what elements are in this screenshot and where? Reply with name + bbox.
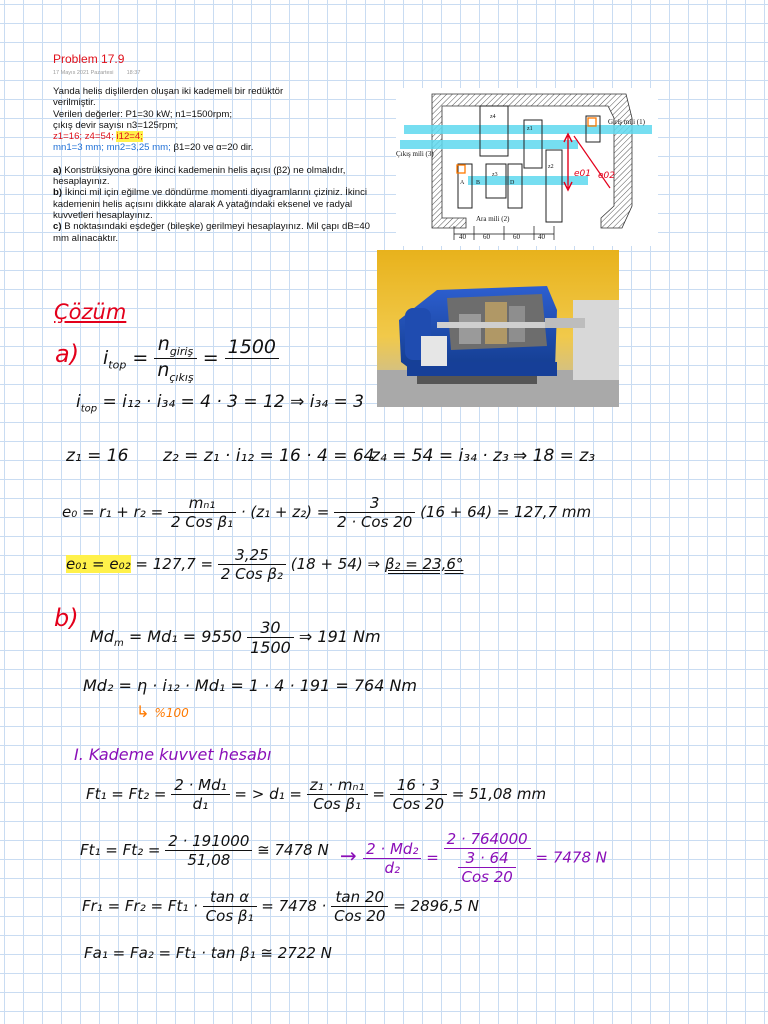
eq-den: Cos β₁	[313, 795, 362, 813]
eq-den: 51,08	[187, 851, 231, 869]
equation-tangential-check: → $\frac{\text{2 · Md₂}}{\text{d₂}}$ = $\frac{2 \cdot 764000}{\frac{3 \cdot 64}{\text{Cos 20}}}$ = 7478 N	[340, 830, 607, 886]
problem-line	[53, 142, 383, 153]
eq-num: mₙ₁	[168, 494, 236, 513]
eq-num: tan α	[203, 888, 257, 907]
eq-result: = 7478 N	[535, 848, 607, 867]
eq-term: e₀ = r₁ + r₂ =	[62, 503, 164, 521]
bearing-b-label: B	[476, 180, 481, 186]
eq-den: 2 Cos β₁	[170, 513, 234, 531]
eq-fraction	[154, 333, 196, 384]
bearing-d-label: D	[510, 180, 515, 186]
eq-den: Cos β₁	[205, 907, 254, 925]
eq-den: d₂	[384, 858, 401, 877]
eq-fraction	[225, 336, 279, 381]
eq-num: 16 · 3	[390, 776, 447, 795]
eq-term: (16 + 64) = 127,7 mm	[420, 503, 592, 521]
eq-term: i	[76, 392, 81, 412]
intermediate-shaft-label: Ara mili (2)	[476, 215, 510, 223]
dimension-label: 40	[459, 233, 466, 241]
solution-heading: Çözüm	[54, 300, 127, 324]
eq-num: 2 · Md₂	[363, 840, 421, 859]
equation-z1: z₁ = 16	[66, 446, 129, 466]
problem-statement	[53, 86, 383, 244]
efficiency-value: %100	[154, 706, 189, 720]
equation-z3: ⇒ 18 = z₃	[513, 446, 596, 466]
equation-beta2	[66, 546, 463, 583]
e01-label: e01	[574, 169, 591, 179]
problem-line: Verilen değerler: P1=30 kW; n1=1500rpm;	[53, 108, 233, 120]
problem-line	[53, 131, 383, 142]
eq-fraction	[168, 494, 236, 531]
eq-fraction	[218, 546, 286, 583]
eq-term: = 127,7 =	[135, 555, 214, 573]
dimension-label: 60	[513, 233, 520, 241]
eq-term: = Md₁ = 9550	[128, 627, 242, 646]
gear-values: z1=16; z4=54;	[53, 131, 117, 143]
equation-total-ratio	[76, 392, 364, 414]
eq-highlight: e₀₁ = e₀₂	[66, 555, 131, 573]
gearbox-photo	[377, 250, 619, 407]
eq-fraction	[307, 776, 368, 813]
eq-term: = 7478 ·	[261, 897, 327, 915]
eq-num: 30	[247, 618, 294, 638]
equation-axial-force: Fa₁ = Fa₂ = Ft₁ · tan β₁ ≅ 2722 N	[84, 944, 332, 962]
date-text: 17 Mayıs 2021 Pazartesi	[53, 70, 114, 76]
bearing-a-label: A	[460, 180, 465, 186]
efficiency-note: ↳ %100	[136, 702, 189, 721]
eq-result: ⇒ 191 Nm	[298, 627, 381, 646]
eq-fraction	[363, 840, 421, 877]
eq-fraction	[331, 888, 388, 925]
z4-label: z4	[490, 114, 496, 120]
equation-z2: z₂ = z₁ · i₁₂ = 16 · 4 = 64	[163, 446, 375, 466]
ratio-highlight: i12=4;	[116, 131, 143, 143]
eq-rest: = i₁₂ · i₃₄ = 4 · 3 = 12 ⇒ i₃₄ = 3	[102, 392, 364, 412]
eq-den: n	[157, 358, 170, 381]
eq-num: 3,25	[218, 546, 286, 565]
part-a-label: a)	[55, 340, 80, 368]
question-a-text: Konstrüksiyona göre ikinci kademenin helis açısı (β2) ne olmalıdır, hesaplayınız.	[53, 164, 346, 188]
eq-fraction	[247, 618, 294, 657]
question-b	[53, 187, 383, 221]
eq-sub: top	[80, 403, 98, 415]
z3-label: z3	[492, 172, 498, 178]
equation-ratio: $i_{top}$ = $\frac{n_{giriş}}{n_{çıkış}}$ = 1500	[103, 333, 279, 384]
eq-term: Fr₁ = Fr₂ = Ft₁ ·	[82, 897, 198, 915]
eq-den: 2 Cos β₂	[220, 565, 283, 583]
problem-line: verilmiştir.	[53, 97, 96, 109]
eq-sub: top	[108, 358, 127, 372]
problem-line: Yanda helis dişlilerden oluşan iki kademeli bir redüktör	[53, 86, 284, 97]
eq-num: tan 20	[331, 888, 388, 907]
e02-label: e02	[598, 171, 615, 181]
output-shaft-label: Çıkış mili (3)	[396, 150, 434, 158]
eq-term: Ft₁ = Ft₂ =	[80, 841, 161, 859]
time-text: 18:37	[126, 70, 141, 76]
eq-num: 2 · 764000	[444, 830, 531, 849]
eq-fraction	[444, 830, 531, 886]
eq-den: 1500	[250, 638, 291, 657]
problem-line: çıkış devir sayısı n3=125rpm;	[53, 119, 179, 131]
eq-num: 3 · 64	[458, 849, 515, 868]
equation-torque1: $Md_m = Md_1 = 9550$ $\frac{30}{1500}$ ⇒ 191 Nm	[90, 618, 381, 657]
eq-term: i	[103, 346, 109, 369]
eq-den: Cos 20	[461, 868, 513, 886]
eq-num: 3	[334, 494, 415, 513]
eq-fraction	[171, 776, 229, 813]
eq-fraction	[458, 849, 515, 886]
eq-den	[444, 849, 531, 886]
eq-term: (18 + 54) ⇒	[290, 555, 381, 573]
gearbox-diagram	[396, 88, 658, 246]
dimension-label: 40	[538, 233, 545, 241]
eq-num: z₁ · mₙ₁	[307, 776, 368, 795]
eq-num: 1500	[225, 336, 279, 359]
timestamp	[53, 70, 140, 76]
eq-term: = > d₁ =	[234, 785, 302, 803]
eq-sub: giriş	[169, 344, 194, 358]
page-title: Problem 17.9	[53, 52, 125, 66]
eq-term: Ft₁ = Ft₂ =	[86, 785, 167, 803]
equation-z4: z₄ = 54 = i₃₄ · z₃	[371, 446, 509, 466]
eq-result: = 51,08 mm	[451, 785, 547, 803]
input-shaft-label: Giriş mili (1)	[608, 118, 645, 126]
equation-tangential-force	[86, 776, 546, 813]
eq-den: 2 · Cos 20	[337, 513, 413, 531]
eq-result: = 2896,5 N	[393, 897, 480, 915]
stage-force-heading: I. Kademe kuvvet hesabı	[74, 745, 272, 764]
eq-fraction	[165, 832, 252, 869]
question-c-text: B noktasındaki eşdeğer (bileşke) gerilmeyi hesaplayınız. Mil çapı dB=40 mm alınacaktır.	[53, 221, 371, 244]
eq-term: · (z₁ + z₂) =	[240, 503, 330, 521]
eq-sub: çıkış	[169, 370, 194, 384]
part-b-label: b)	[54, 604, 79, 632]
question-a	[53, 165, 383, 188]
eq-num: 2 · Md₁	[171, 776, 229, 795]
eq-term: Md	[90, 627, 114, 646]
question-a-label: a)	[53, 164, 62, 176]
question-b-text: İkinci mil için eğilme ve döndürme momenti diyagramlarını çiziniz. İkinci kademenin helis açısını dikkate alarak A yatağındaki eksenel ve radyal kuvvetleri hesaplayınız.	[53, 187, 368, 221]
eq-fraction	[390, 776, 447, 813]
z1-label: z1	[527, 126, 533, 132]
equation-torque2: Md₂ = η · i₁₂ · Md₁ = 1 · 4 · 191 = 764 Nm	[83, 676, 418, 695]
z2-label: z2	[548, 164, 554, 170]
equation-radial-force	[82, 888, 479, 925]
eq-fraction	[203, 888, 257, 925]
question-c	[53, 221, 383, 244]
angle-values: β1=20 ve α=20 dir.	[170, 142, 254, 154]
eq-num: 2 · 191000	[165, 832, 252, 851]
eq-num: n	[157, 333, 170, 355]
equation-tangential-value	[80, 832, 329, 869]
eq-result: β₂ = 23,6°	[384, 555, 464, 573]
eq-den: Cos 20	[334, 907, 386, 925]
equation-center-distance	[62, 494, 591, 531]
eq-den: Cos 20	[392, 795, 444, 813]
module-values: mn1=3 mm; mn2=3,25 mm;	[53, 142, 171, 154]
eq-den: d₁	[192, 795, 209, 813]
eq-term: =	[372, 785, 385, 803]
question-c-label: c)	[53, 221, 62, 233]
dimension-label: 60	[483, 233, 490, 241]
eq-result: ≅ 7478 N	[257, 841, 329, 859]
eq-fraction	[334, 494, 415, 531]
question-b-label: b)	[53, 187, 63, 199]
eq-term: =	[426, 848, 439, 867]
